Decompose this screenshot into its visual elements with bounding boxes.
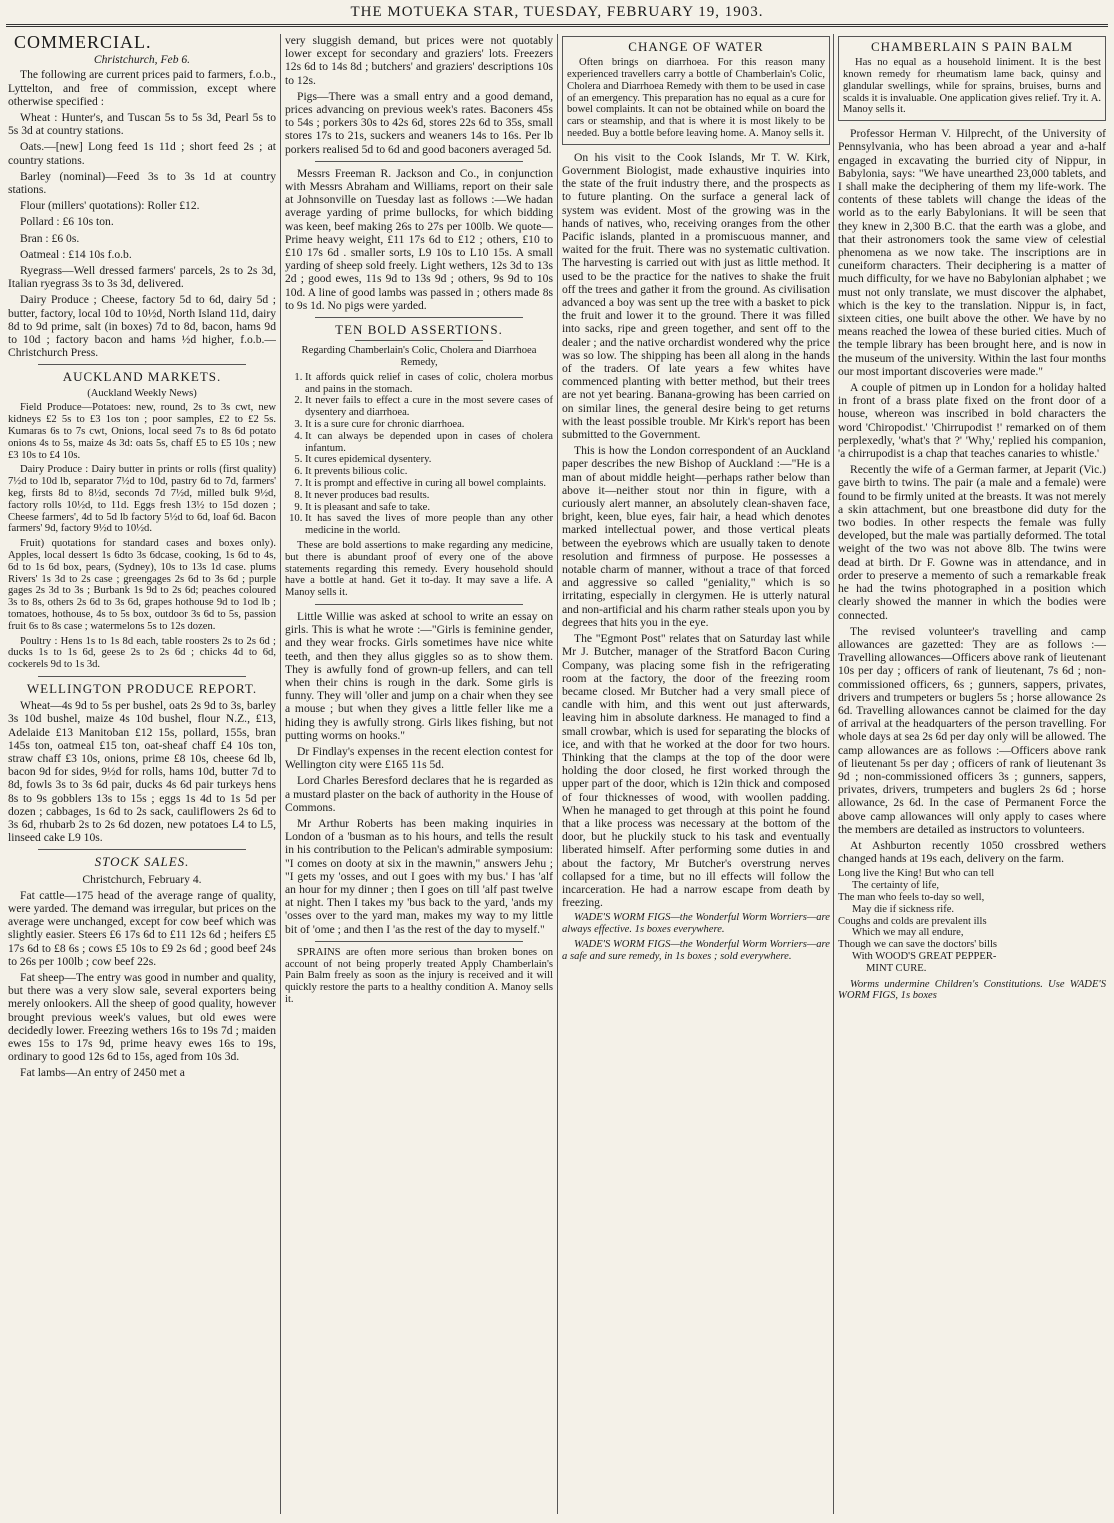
article-paragraph: This is how the London correspondent of an Auckland paper describes the new Bishop of Auckland :—"He is a man of about middle height—perhaps rather below than above it—neither stout nor thin in figure, with a curiously alert manner, an absolutely clean-shaven face, bright, keen, blue eyes, fair hair, a head which denotes marked intellectual power, and those vertical pleats between the eyebrows which are usually taken to denote resolution and firmness of purpose. He possesses a notable charm of manner, without a trace of that forced and aggressive so called "geniality," which is so irritating, especially in clergymen. He is utterly natural and non-artificial and his charm rather steals upon you by degrees that hits you in the eye.	[562, 444, 830, 629]
worms-advert: Worms undermine Children's Constitutions. Use WADE'S WORM FIGS, 1s boxes	[838, 978, 1106, 1002]
wade-advert: WADE'S WORM FIGS—the Wonderful Worm Worriers—are always effective. 1s boxes everywhere.	[562, 912, 830, 936]
list-item: 9. It is pleasant and safe to take.	[305, 502, 553, 514]
article-paragraph: Field Produce—Potatoes: new, round, 2s to 3s cwt, new kidneys £2 5s to £3 1os ton ; poor samples, £2 to £2 5s. Kumaras 6s to 7s cwt, Onions, local seed 7s to 8s 6d potato onions 4s to 5s, maize 4s 3d: oats 5s, chaff £5 to £5 10s ; new £3 10s to £4 10s.	[8, 402, 276, 461]
masthead-rule	[6, 24, 1108, 27]
section-rule	[315, 604, 523, 605]
article-paragraph: Barley (nominal)—Feed 3s to 3s 1d at country stations.	[8, 169, 276, 197]
column-1	[8, 34, 276, 1514]
section-rule	[38, 849, 246, 850]
article-paragraph: Dr Findlay's expenses in the recent election contest for Wellington city were £165 11s 5d.	[285, 745, 553, 772]
list-item: 8. It never produces bad results.	[305, 490, 553, 502]
advert-text: Has no equal as a household liniment. It is the best known remedy for rheumatism lame back, quinsy and glandular swellings, while for sprains, bruises, burns and scalds it is invaluable. One application gives relief. Try it. A. Manoy sells it.	[843, 57, 1101, 116]
change-of-water-heading: CHANGE OF WATER	[628, 39, 764, 54]
article-paragraph: The revised volunteer's travelling and camp allowances are gazetted: They are as follows :—Travelling allowances—Officers above rank of lieutenant 10s per day ; officers of rank of lieutenant, 7s 6d ; non-commissioned officers, 6s ; gunners, sappers, privates, drivers and trumpeters or buglers 5s ; horse allowance 2s 6d. Travelling allowances cannot be claimed for the day of arrival at the headquarters of the person travelling. For whole days at sea 2s 6d per day only will be allowed. The camp allowances are as follows :—Officers above rank of lieutenant 5s per day ; officers of rank of lieutenant 3s 9d ; non-commissioned officers 3s ; gunners, sappers, privates, drivers, trumpeters and buglers 2s 6d ; horse allowance, 2s 6d. In the case of Permanent Force the above camp allowances will only apply to cases where the members are detailed as instructors to volunteers.	[838, 624, 1106, 836]
poem-line: Which we may all endure,	[852, 927, 964, 939]
poem-line: Though we can save the doctors' bills	[838, 939, 998, 951]
article-paragraph: These are bold assertions to make regarding any medicine, but there is abundant proof of every one of the above statements regarding this remedy. Every household should have a bottle at hand. Get it to-day. It may save a life. A Manoy sells it.	[285, 540, 553, 599]
article-paragraph: Mr Arthur Roberts has been making inquiries in London of a 'busman as to his hours, and tells the result in his contribution to the Pelican's admirable symposium: "I comes on dooty at six in the mawnin," answers Jehu ; "I gets my 'osses, and out I goes with my bus.' I has 'alf an hour for my dinner ; then I goes on till 'alf past twelve at night. Then I takes my 'bus back to the yard, 'ands my 'osses over to the yard man, makes my way to my little bit of 'ome ; and then I 'as the rest of the day to myself."	[285, 817, 553, 936]
change-of-water-advert	[562, 36, 830, 145]
column-2	[285, 34, 553, 1514]
sprains-advert: SPRAINS are often more serious than broken bones on account of not being properly treated Apply Chamberlain's Pain Balm freely as soon as the injury is received and it will quickly restore the parts to a healthy condition A. Manoy sells it.	[285, 946, 553, 1006]
section-rule	[315, 161, 523, 162]
article-paragraph: Pigs—There was a small entry and a good demand, prices advancing on previous week's rates. Baconers 45s to 54s ; porkers 30s to 42s 6d, stores 22s 6d to 35s, small stores 17s to 21s, suckers and weaners 14s to 16s. Per lb porkers realised 5d to 6d and good baconers averaged 5d.	[285, 89, 553, 156]
auckland-heading: AUCKLAND MARKETS.	[62, 369, 222, 385]
list-item: 5. It cures epidemical dysentery.	[305, 454, 553, 466]
list-item: 10. It has saved the lives of more people than any other medicine in the world.	[305, 513, 553, 537]
wade-advert: WADE'S WORM FIGS—the Wonderful Worm Worriers—are a safe and sure remedy, in 1s boxes ; sold everywhere.	[562, 938, 830, 962]
article-paragraph: On his visit to the Cook Islands, Mr T. W. Kirk, Government Biologist, made exhaustive inquiries into the state of the fruit industry there, and the prospects as to future planting. On the surface a general lack of system was evident. Most of the growing was in the hands of natives, who, receiving oranges from the other Pacific islands, planted in a promiscuous manner, and waited for the fruit. There was no systematic cultivation. The harvesting is carried out with just as little method. It used to be the practice for the natives to shake the fruit off the trees and gather it from the ground. As civilisation advanced a boy was sent up the tree with a basket to pick the fruit and lower it to the ground. There it was filled into sacks, ripe and green together, and sent off to the dealer ; and the native orchardist wondered why the price was so low. The shipping has been all along in the hands of the traders. Of late years a few whites have commenced planting with better method, but their trees are not yet bearing. Banana-growing has been carried on on similar lines, the general desire being to get returns with the least possible trouble. Mr Kirk's report has been submitted to the Government.	[562, 150, 830, 442]
wellington-heading: WELLINGTON PRODUCE REPORT.	[26, 681, 258, 696]
pain-balm-advert	[838, 36, 1106, 121]
article-paragraph: Flour (millers' quotations): Roller £12.	[20, 199, 200, 213]
stock-sales-heading: STOCK SALES.	[94, 854, 190, 870]
article-paragraph: Wheat : Hunter's, and Tuscan 5s to 5s 3d, Pearl 5s to 5s 3d at country stations.	[8, 111, 276, 138]
list-item: 4. It can always be depended upon in cases of cholera infantum.	[305, 431, 553, 455]
auckland-source: (Auckland Weekly News)	[87, 387, 197, 399]
column-divider	[557, 34, 558, 1514]
poem-line: May die if sickness rife.	[852, 903, 955, 915]
article-paragraph: Dairy Produce : Dairy butter in prints or rolls (first quality) 7½d to 10d lb, separator 7½d to 10d, pastry 6d to 7d, farmers' keg, firsts 8d to 8½d, seconds 7d 7½d, milled bulk 9½d, factory rolls 10½d, to 11d. Eggs fresh 13½ to 15d dozen ; Cheese farmers', 4d to 5d lb factory 5½d to 6d, loaf 6d. Bacon farmers' 9d, factory 9½d to 10½d.	[8, 464, 276, 535]
article-paragraph: Recently the wife of a German farmer, at Jeparit (Vic.) gave birth to twins. The pair (a male and a female) were found to be firmly united at the breasts. It was not merely a skin attachment, but one breastbone did duty for the two bodies. In other respects the female was fully developed, but the male was partially deformed. The total weight of the two was not above 8lb. The twins were dead at birth. Dr F. Gowne was in attendance, and in order to preserve a memento of such a remarkable freak he had the twins photographed in a position which clearly showed the manner in which the bodies were connected.	[838, 463, 1106, 622]
poem-line: The man who feels to-day so well,	[838, 891, 985, 903]
list-item: 2. It never fails to effect a cure in the most severe cases of dysentery and diarrhoea.	[305, 395, 553, 419]
poem-line: Coughs and colds are prevalent ills	[838, 915, 987, 927]
article-paragraph: Dairy Produce ; Cheese, factory 5d to 6d, dairy 5d ; butter, factory, local 10d to 10½d, North Island 11d, dairy 8d to 9d prime, salt (in boxes) 7d to 8d, bacon, hams 9d to 10d ; factory bacon and hams ½d higher, f.o.b.—Christchurch Press.	[8, 293, 276, 360]
commercial-dateline: Christchurch, Feb 6.	[93, 53, 191, 67]
section-rule	[315, 941, 523, 942]
article-paragraph: Fat lambs—An entry of 2450 met a	[20, 1066, 185, 1080]
article-paragraph: A couple of pitmen up in London for a holiday halted in front of a brass plate fixed on the front door of a house, whereon was inscribed in bold characters the word 'Chiropodist.' 'Chirrupodist !' remarked on of them perplexedly, 'what's that ?' 'Why,' replied his companion, 'a chirrupodist is a chap that teaches canaries to whistle.'	[838, 381, 1106, 461]
list-item: 6. It prevents bilious colic.	[305, 466, 553, 478]
poem-line: Long live the King! But who can tell	[838, 868, 995, 880]
article-paragraph: Oatmeal : £14 10s f.o.b.	[20, 247, 132, 261]
ten-assertions-intro: Regarding Chamberlain's Colic, Cholera and Diarrhoea Remedy,	[301, 345, 537, 369]
article-paragraph: Little Willie was asked at school to write an essay on girls. This is what he wrote :—"Girls is feminine gender, and they wear frocks. Girls sometimes have nice white teeth, and then they allus giggles so as to show them. They is awfully fond of grown-up fellers, and can tell when their chins is rough in the dark. Some girls is funny. They will 'oller and jump on a chair when they see a mouse ; but when they gives a little feller like me a hiding they is awfully strong. Girls likes fishing, but not putting worms on hooks."	[285, 610, 553, 742]
column-4	[838, 34, 1106, 1514]
advert-text: Often brings on diarrhoea. For this reason many experienced travellers carry a bottle of Chamberlain's Colic, Cholera and Diarrhoea Remedy with them to be used in case of an emergency. This preparation has no equal as a cure for bowel complaints. It can not be obtained while on board the cars or steamship, and that is where it is most likely to be needed. Buy a bottle before leaving home. A. Manoy sells it.	[567, 57, 825, 139]
article-paragraph: Pollard : £6 10s ton.	[20, 215, 114, 229]
poem-line: With WOOD'S GREAT PEPPER-	[852, 950, 997, 962]
article-paragraph: At Ashburton recently 1050 crossbred wethers changed hands at 19s each, delivery on the farm.	[838, 838, 1106, 866]
article-paragraph: Fruit) quotations for standard cases and boxes only). Apples, local dessert 1s 6dto 3s 6dcase, cooking, 1s 6d to 4s, 6d to 1s 6d box, pears, (Sydney), 10s to 13s 1d case. plums Rivers' 1s 3d to 2s case ; greengages 2s 6d to 3s 6d ; purple gages 2s 3d to 3s ; Burbank 1s 9d to 2s 6d; peaches coloured 3s to 8s, others 2s 6d to 3s 6d, grapes hothouse 9d to 1od lb ; tomatoes, hothouse, 4s to 5s box, outdoor 3s 6d to 5s, passion fruit 6s to 8s case ; watermelons 5s to 12s dozen.	[8, 538, 276, 632]
article-paragraph: Messrs Freeman R. Jackson and Co., in conjunction with Messrs Abraham and Williams, report on their sale at Johnsonville on Tuesday last as follows :—We hadan average yarding of prime bullocks, for which bidding was keen, beef making 26s to 27s per 100lb. We quote— Prime heavy weight, £11 17s 6d to £12 ; others, £10 to £10 17s 6d . smaller sorts, L9 10s to L10 15s. A small yarding of sheep sold freely. Light wethers, 12s 3d to 13s 2d ; good ewes, 11s 9d to 13s 9d ; others, 9s 9d to 10s 10d. A line of good lambs was passed in ; others made 8s to 9s 1d. No pigs were yarded.	[285, 166, 553, 312]
poem-line: The certainty of life,	[852, 880, 940, 892]
article-paragraph: The "Egmont Post" relates that on Saturday last while Mr J. Butcher, manager of the Stratford Bacon Curing Company, was placing some fish in the refrigerating room at the factory, the door of the freezing room became closed. Mr Butcher had a very small piece of candle with him, and this went out just afterwards, leaving him in absolute darkness. He managed to find a small crowbar, which is used for separating the blocks of ice, and with that he worked at the door for two hours. Thinking that the clamps at the top of the door were holding the door closed, he first worked through the upper part of the door, which is 12in thick and composed of four thicknesses of wood, with woollen padding. When he managed to get through at this point he found that a like process was necessary at the bottom of the door, but he pluckily stuck to his task and eventually liberated himself. After performing some duties in and about the factory, Mr Butcher's overstrung nerves collapsed for a time, but no ill effects will follow the incarceration. He had a narrow escape from death by freezing.	[562, 632, 830, 910]
list-item: 7. It is prompt and effective in curing all bowel complaints.	[305, 478, 553, 490]
article-paragraph: Ryegrass—Well dressed farmers' parcels, 2s to 2s 3d, Italian ryegrass 3s to 3s 3d, delivered.	[8, 264, 276, 291]
assertions-list	[285, 372, 553, 537]
list-item: 1. It affords quick relief in cases of colic, cholera morbus and pains in the stomach.	[305, 372, 553, 396]
section-rule	[355, 340, 483, 341]
section-rule	[315, 317, 523, 318]
pain-balm-heading: CHAMBERLAIN S PAIN BALM	[870, 39, 1074, 54]
article-paragraph: Lord Charles Beresford declares that he is regarded as a mustard plaster on the back of authority in the House of Commons.	[285, 774, 553, 814]
article-paragraph: Poultry : Hens 1s to 1s 8d each, table roosters 2s to 2s 6d ; ducks 1s to 1s 6d, geese 2s to 2s 6d ; chicks 4d to 6d, cockerels 9d to 1s 3d.	[8, 635, 276, 671]
pepper-mint-poem	[838, 868, 1106, 974]
masthead: THE MOTUEKA STAR, TUESDAY, FEBRUARY 19, 1903.	[350, 4, 764, 20]
article-paragraph: Professor Herman V. Hilprecht, of the University of Pennsylvania, who has been abroad a year and a-half engaged in excavating the burried city of Nippur, in Babylonia, says: "We have unearthed 23,000 tablets, and I shall make the deciphering of them my life-work. The contents of these tablets will change the ideas of the world as to the early Babylonians. It will be seen that they knew in 2,300 B.C. that the earth was a globe, and that their astronomers took the same view of celestial phenomena as we now take. The inscriptions are in cuneiform characters. Their deciphering is a matter of much difficulty, for we have no Babylonian alphabet ; we must not only translate, we must discover the alphabet, which is the key to the translation. Nippur is, in fact, sixteen cities, one built above the other. We have by no means reached the lowea of these buried cities. Much of the temple library has been brought here, and is now in the museum of the university. Within the last four months our most important discoveries were made."	[838, 127, 1106, 378]
article-paragraph: Fat sheep—The entry was good in number and quality, but there was a very slow sale, several exporters being merely onlookers. All the sheep of good quality, however brought previous week's values, but old ewes were decidedly lower. Freezing wethers 16s to 19s 7d ; maiden ewes 15s to 17s 9d, prime heavy ewes 16s to 19s, ordinary to good 12s 6d to 15s, aged from 10s 3d.	[8, 971, 276, 1064]
column-divider	[280, 34, 281, 1514]
ten-assertions-heading: TEN BOLD ASSERTIONS.	[335, 322, 503, 338]
article-paragraph: Bran : £6 0s.	[20, 231, 80, 245]
section-rule	[38, 676, 246, 677]
stock-sales-dateline: Christchurch, February 4.	[82, 872, 202, 886]
article-paragraph: very sluggish demand, but prices were not quotably lower except for secondary and graziers' lots. Freezers 12s 6d to 14s 8d ; butchers' and graziers' descriptions 10s to 12s.	[285, 34, 553, 87]
commercial-heading: COMMERCIAL.	[14, 34, 152, 52]
list-item: 3. It is a sure cure for chronic diarrhoea.	[305, 419, 553, 431]
article-paragraph: Fat cattle—175 head of the average range of quality, were yarded. The demand was irregular, but prices on the average were unchanged, except for cow beef which was slightly easier. Steers £6 17s 6d to £11 12s 6d ; heifers £5 17s 6d to £8 6s ; cows £5 10s to £9 2s 6d ; good beef 24s to 26s per 100lb ; cow beef 22s.	[8, 888, 276, 968]
section-rule	[38, 364, 246, 365]
article-paragraph: Oats.—[new] Long feed 1s 11d ; short feed 2s ; at country stations.	[8, 140, 276, 167]
article-paragraph: The following are current prices paid to farmers, f.o.b., Lyttelton, and free of commission, except where otherwise specified :	[8, 68, 276, 108]
poem-line: MINT CURE.	[866, 962, 927, 974]
article-paragraph: Wheat—4s 9d to 5s per bushel, oats 2s 9d to 3s, barley 3s 10d bushel, maize 4s 10d bushel, flour N.Z., £13, Adelaide £13 Manitoban £12 15s, pollard, 155s, bran 145s ton, oatmeal £15 ton, oat-sheaf chaff £4 10s ton, straw chaff £3 10s, onions, prime £8 10s, cheese 6d lb, bacon 9d for sides, 9½d for rolls, hams 10d, butter 7d to 8d, fowls 3s to 3s 6d pair, ducks 4s 6d pair turkeys hens 8s to 9s gobblers 13s to 15s ; eggs 1s 4d to 1s 5d per dozen ; cabbages, 1s 6d to 2s sack, cauliflowers 2s 6d to 3s 6d, rhubarb 2s to 2s 6d dozen, new potatoes L4 to L5, linseed cake L9 10s.	[8, 699, 276, 845]
column-3	[562, 34, 830, 1514]
column-divider	[833, 34, 834, 1514]
